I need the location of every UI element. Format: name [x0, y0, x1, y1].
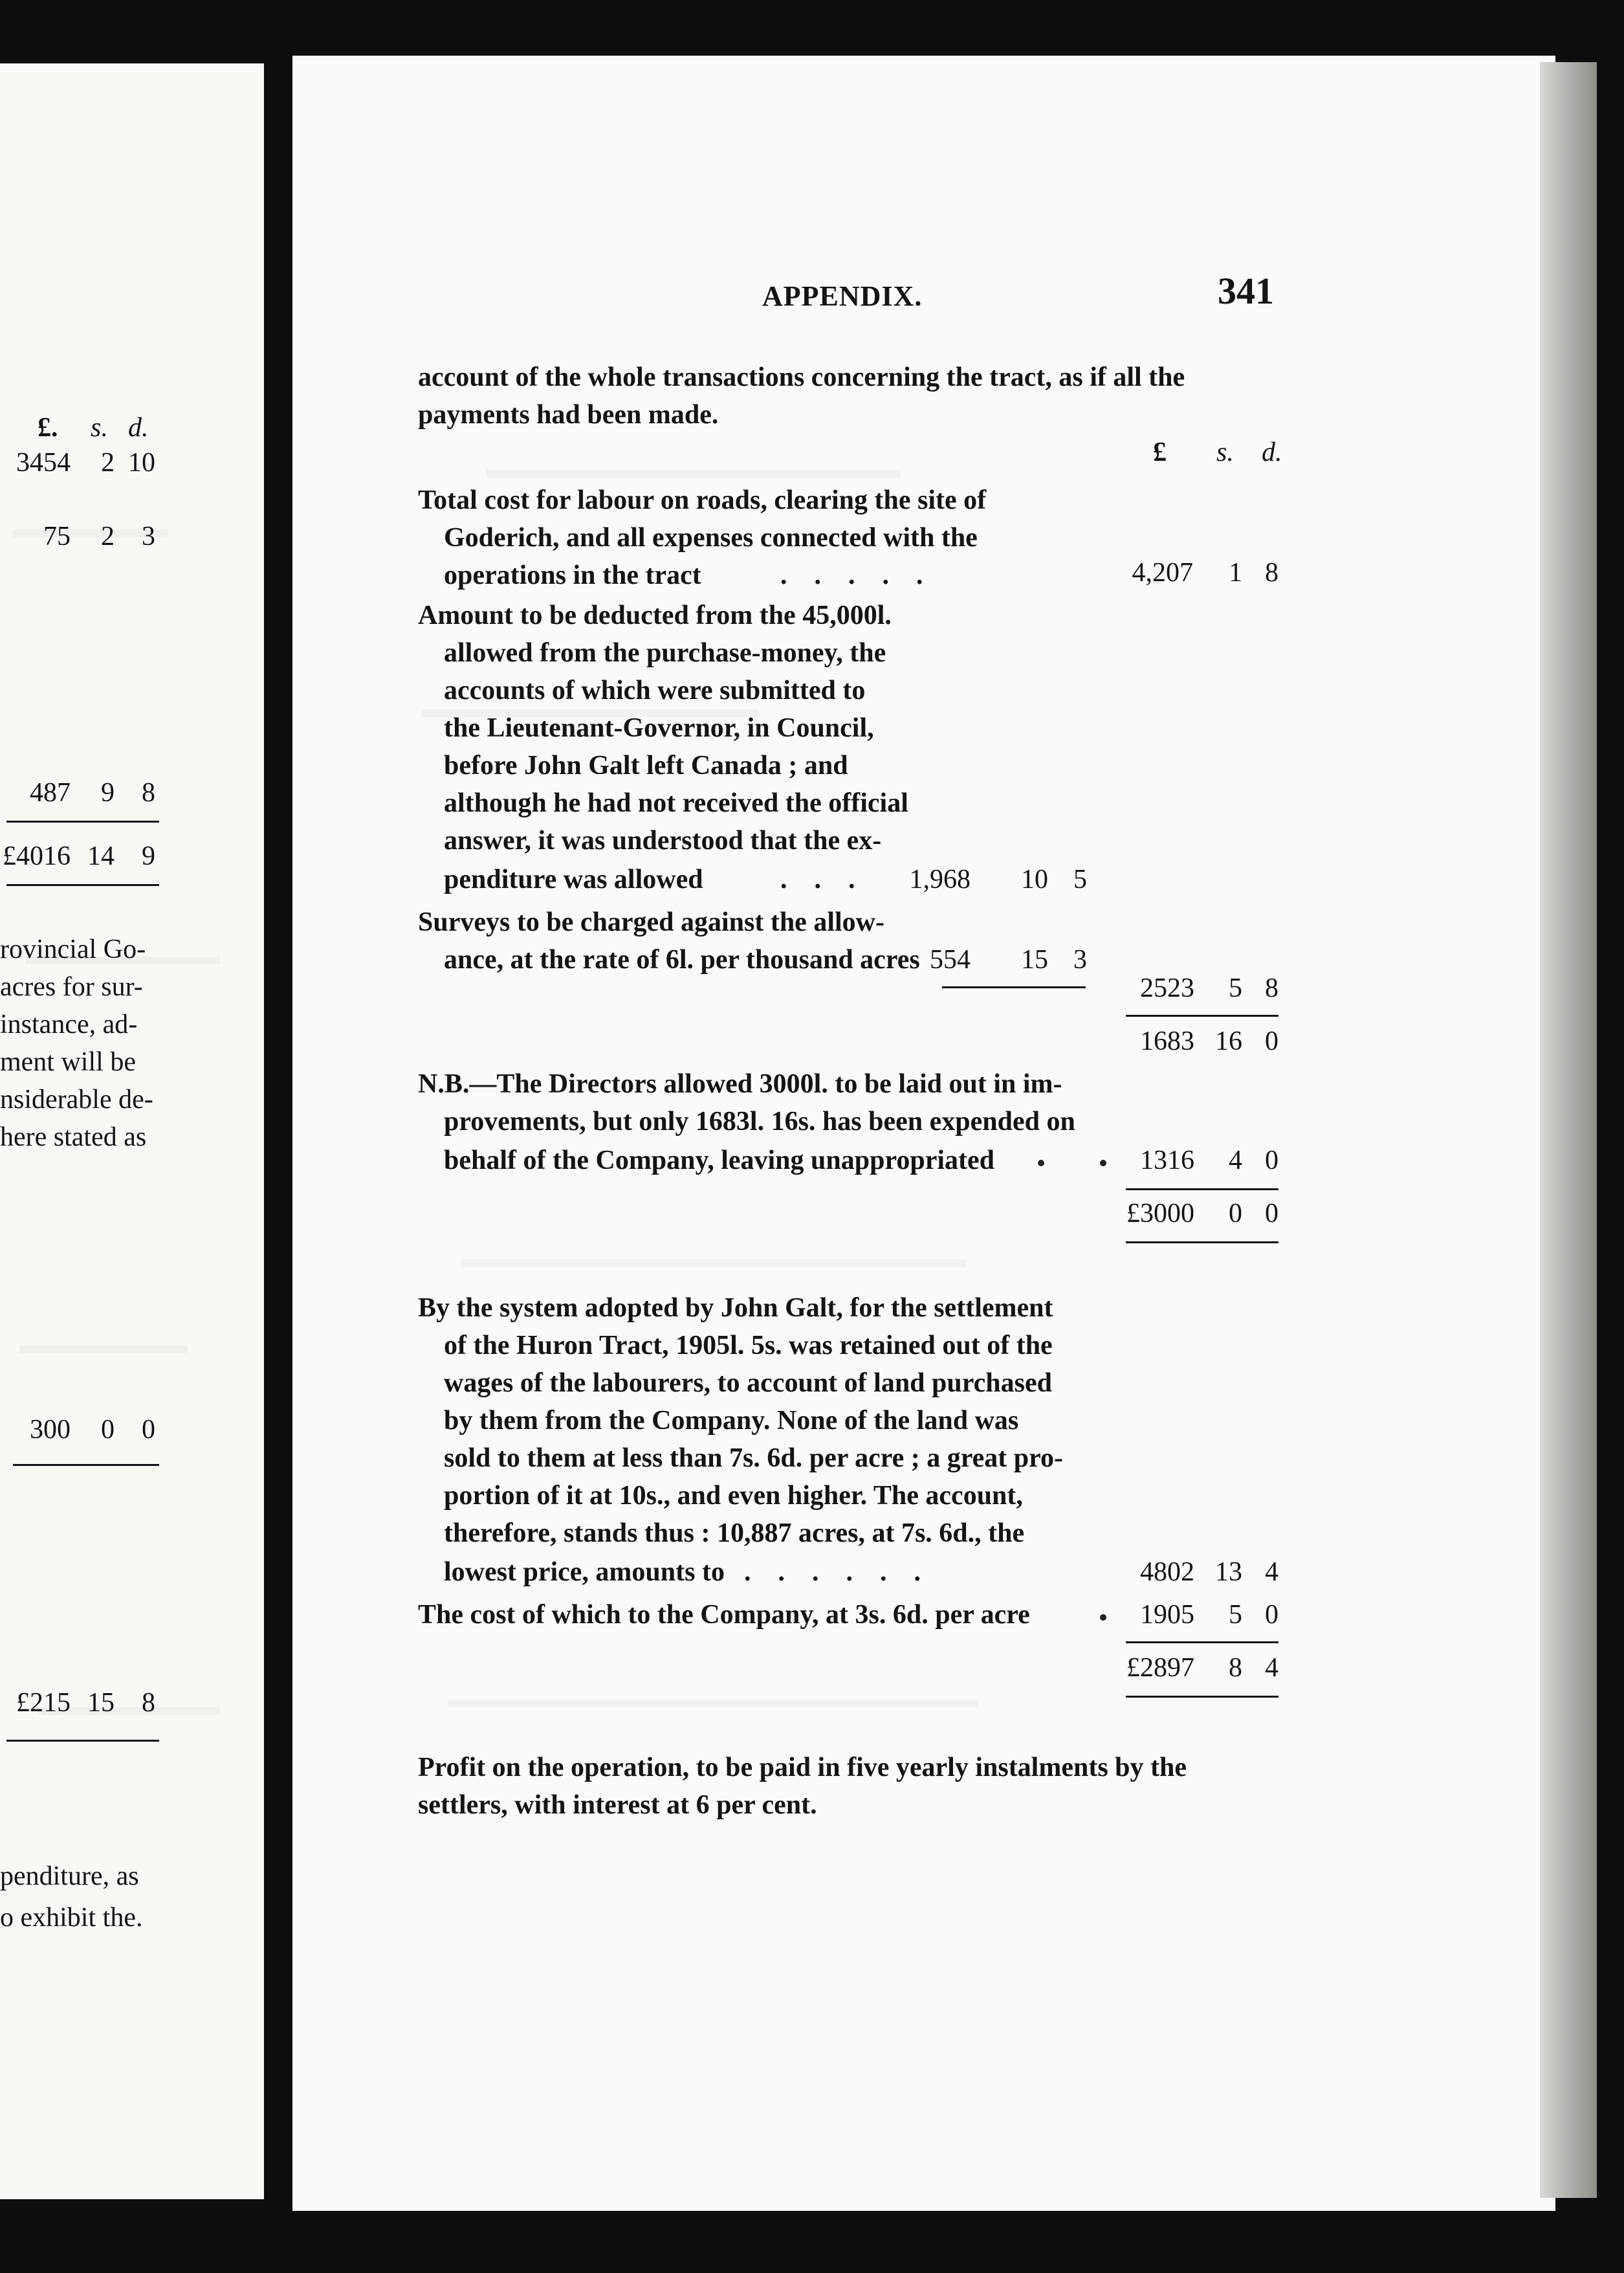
left-text-line: o exhibit the. [0, 1903, 143, 1933]
left-total-rule [6, 1740, 159, 1742]
left-text-line: acres for sur- [0, 972, 143, 1002]
sum-rule [942, 986, 1086, 988]
cost-shillings: 5 [1229, 1600, 1242, 1630]
left-figure-shillings: 2 [101, 448, 115, 478]
deduction-line: answer, it was understood that the ex- [444, 826, 882, 856]
labour-pounds: 4,207 [1132, 558, 1193, 588]
deduction-pounds: 1,968 [909, 865, 971, 894]
bleed-through [19, 1345, 188, 1353]
left-text-line: here stated as [0, 1122, 147, 1152]
left-total-shillings: 14 [87, 841, 115, 871]
nb-unappropriated-pence: 0 [1265, 1146, 1278, 1175]
nb-unappropriated-pounds: 1316 [1140, 1146, 1194, 1175]
system-line: wages of the labourers, to account of land purchased [444, 1368, 1052, 1398]
deduction-pence: 5 [1073, 865, 1087, 894]
deduction-line: although he had not received the official [444, 788, 908, 818]
left-figure-pounds: 3454 [16, 448, 71, 478]
left-text-line: rovincial Go- [0, 935, 146, 964]
deduction-line: accounts of which were submitted to [444, 676, 866, 705]
nb-unappropriated-shillings: 4 [1229, 1146, 1242, 1175]
deduction-line: penditure was allowed [444, 865, 703, 894]
deduction-line: allowed from the purchase-money, the [444, 638, 886, 668]
leader-dots: . . . [780, 865, 855, 894]
subtotal-shillings: 5 [1229, 973, 1242, 1003]
balance-shillings: 16 [1215, 1026, 1242, 1056]
left-figure-shillings: 2 [101, 522, 115, 551]
deduction-shillings: 10 [1021, 865, 1048, 894]
left-total-pounds: £215 [16, 1688, 71, 1718]
system-pounds: 4802 [1140, 1557, 1194, 1587]
left-figure-pence: 10 [128, 448, 155, 478]
closing-line: Profit on the operation, to be paid in five yearly instalments by the [418, 1753, 1187, 1782]
left-sum-rule [6, 821, 159, 823]
surveys-line: ance, at the rate of 6l. per thousand acres [444, 945, 920, 975]
page-number: 341 [1218, 270, 1274, 312]
profit-shillings: 8 [1229, 1653, 1242, 1683]
surveys-pounds: 554 [930, 945, 971, 975]
labour-shillings: 1 [1229, 558, 1242, 588]
subtotal-pence: 8 [1265, 973, 1278, 1003]
left-figure-pounds: 487 [30, 778, 71, 808]
left-figure-shillings: 0 [101, 1415, 115, 1445]
leader-dot [1100, 1160, 1106, 1166]
surveys-shillings: 15 [1021, 945, 1048, 975]
deduction-line: before John Galt left Canada ; and [444, 751, 848, 781]
nb-total-pounds: £3000 [1126, 1199, 1194, 1228]
total-rule [1126, 1696, 1278, 1698]
left-text-line: penditure, as [0, 1861, 139, 1891]
system-line: By the system adopted by John Galt, for the settlement [418, 1293, 1053, 1323]
pence-heading: d. [1262, 438, 1282, 467]
left-text-line: instance, ad- [0, 1010, 138, 1039]
subtotal-pounds: 2523 [1140, 973, 1194, 1003]
closing-line: settlers, with interest at 6 per cent. [418, 1790, 817, 1820]
profit-pounds: £2897 [1126, 1653, 1194, 1683]
left-text-line: ment will be [0, 1047, 136, 1077]
labour-pence: 8 [1265, 558, 1278, 588]
system-line: sold to them at less than 7s. 6d. per acre ; a great pro- [444, 1443, 1063, 1473]
leader-dot [1038, 1160, 1044, 1166]
labour-line: Goderich, and all expenses connected with the [444, 523, 978, 553]
left-total-pence: 9 [142, 841, 155, 871]
body-line: account of the whole transactions concerning the tract, as if all the [418, 362, 1185, 392]
nb-total-pence: 0 [1265, 1199, 1278, 1228]
profit-pence: 4 [1265, 1653, 1278, 1683]
cost-line: The cost of which to the Company, at 3s. 6d. per acre [418, 1600, 1030, 1630]
system-line: by them from the Company. None of the land was [444, 1406, 1019, 1436]
pound-heading: £ [1153, 438, 1167, 467]
left-total-shillings: 15 [87, 1688, 115, 1718]
left-figure-pence: 3 [142, 522, 155, 551]
surveys-pence: 3 [1073, 945, 1087, 975]
system-line: portion of it at 10s., and even higher. The account, [444, 1481, 1023, 1511]
left-pence-heading: d. [128, 413, 149, 443]
system-line: lowest price, amounts to [444, 1557, 725, 1587]
left-text-line: nsiderable de- [0, 1085, 153, 1114]
left-figure-shillings: 9 [101, 778, 115, 808]
left-figure-pounds: 300 [30, 1415, 71, 1445]
body-line: payments had been made. [418, 400, 719, 430]
shilling-heading: s. [1216, 438, 1234, 467]
labour-line: operations in the tract [444, 560, 701, 590]
total-rule [1126, 1241, 1278, 1243]
sum-rule [1126, 1015, 1278, 1017]
nb-total-shillings: 0 [1229, 1199, 1242, 1228]
left-pound-heading: £. [38, 413, 58, 443]
nb-line: N.B.—The Directors allowed 3000l. to be laid out in im- [418, 1069, 1062, 1099]
deduction-line: Amount to be deducted from the 45,000l. [418, 601, 892, 630]
leader-dots: . . . . . . [744, 1557, 921, 1587]
balance-pounds: 1683 [1140, 1026, 1194, 1056]
left-figure-pence: 8 [142, 778, 155, 808]
running-head: APPENDIX. [762, 280, 923, 312]
nb-line: provements, but only 1683l. 16s. has been expended on [444, 1107, 1075, 1136]
leader-dot [1100, 1614, 1106, 1621]
system-shillings: 13 [1215, 1557, 1242, 1587]
surveys-line: Surveys to be charged against the allow- [418, 907, 884, 937]
left-total-pence: 8 [142, 1688, 155, 1718]
cost-pounds: 1905 [1140, 1600, 1194, 1630]
left-figure-pounds: 75 [43, 522, 71, 551]
bleed-through [448, 1700, 978, 1707]
left-sum-rule [13, 1464, 159, 1466]
leader-dots: . . . . . [780, 560, 923, 590]
system-pence: 4 [1265, 1557, 1278, 1587]
deduction-line: the Lieutenant-Governor, in Council, [444, 713, 874, 743]
system-line: of the Huron Tract, 1905l. 5s. was retained out of the [444, 1331, 1053, 1360]
left-figure-pence: 0 [142, 1415, 155, 1445]
left-total-rule [6, 884, 159, 886]
left-total-pounds: £4016 [3, 841, 71, 871]
bleed-through [461, 1259, 965, 1267]
page-edge-stack [1540, 62, 1597, 2198]
nb-line: behalf of the Company, leaving unappropriated [444, 1146, 995, 1175]
sum-rule [1126, 1188, 1278, 1190]
left-shilling-heading: s. [91, 413, 108, 443]
sum-rule [1126, 1641, 1278, 1643]
balance-pence: 0 [1265, 1026, 1278, 1056]
bleed-through [487, 470, 901, 478]
labour-line: Total cost for labour on roads, clearing the site of [418, 485, 987, 515]
cost-pence: 0 [1265, 1600, 1278, 1630]
system-line: therefore, stands thus : 10,887 acres, at 7s. 6d., the [444, 1518, 1025, 1548]
